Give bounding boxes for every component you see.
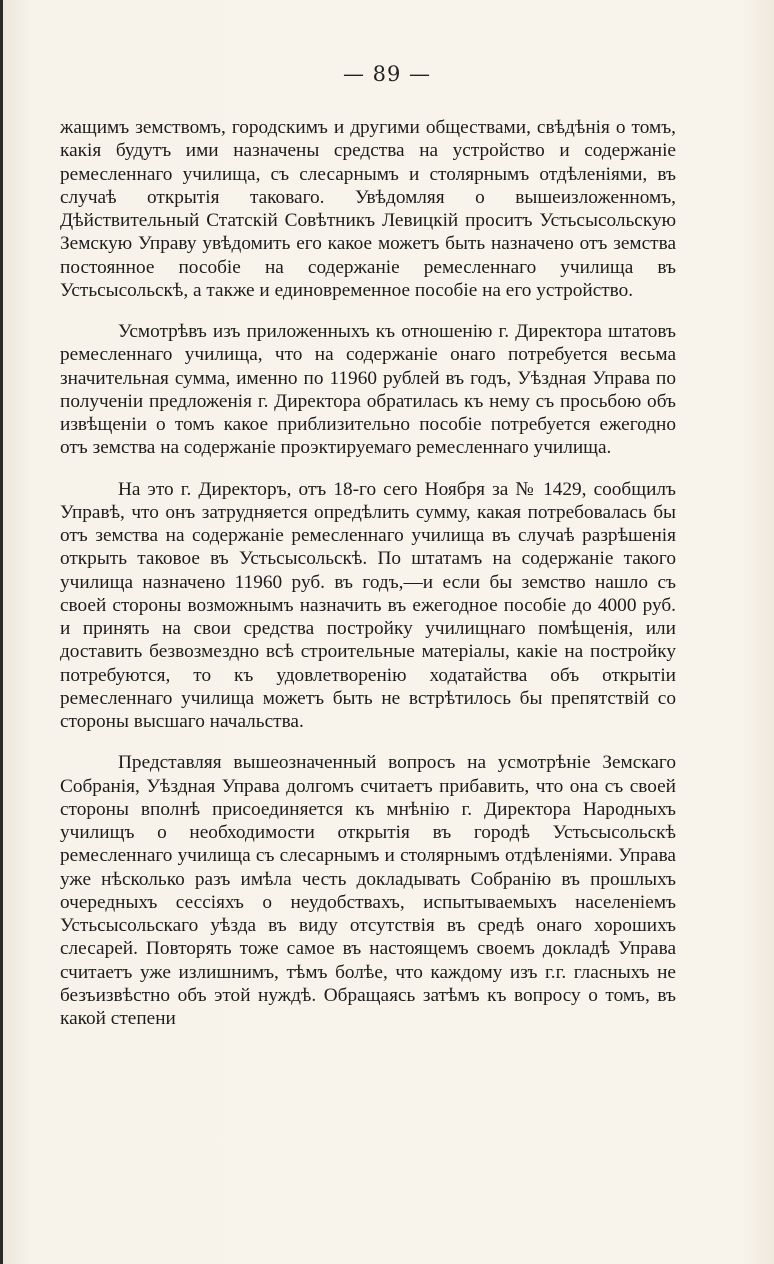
paragraph-4: Представляя вышеозначенный вопросъ на усмотрѣніе Земскаго Собранія, Уѣздная Управа долгомъ считаетъ прибавить, что она съ своей стороны вполнѣ присоединяется къ мнѣнію г. Директора Народныхъ училищъ о необходимости открытія въ городѣ Устьсысольскѣ ремесленнаго училища съ слесарнымъ и столярнымъ отдѣленіями. Управа уже нѣсколько разъ имѣла честь докладывать Собранію въ прошлыхъ очередныхъ сессіяхъ о неудобствахъ, испытываемыхъ населеніемъ Устьсысольскаго уѣзда въ виду отсутствія въ средѣ онаго хорошихъ слесарей. Повторять тоже самое въ настоящемъ своемъ докладѣ Управа считаетъ уже излишнимъ, тѣмъ болѣе, что каждому изъ г.г. гласныхъ не безъизвѣстно объ этой нуждѣ. Обращаясь затѣмъ къ вопросу о томъ, въ какой степени bbox=[60, 752, 676, 1029]
paragraph-1: жащимъ земствомъ, городскимъ и другими обществами, свѣдѣнія о томъ, какія будутъ ими назначены средства на устройство и содержаніе ремесленнаго училища, съ слесарнымъ и столярнымъ отдѣленіями, въ случаѣ открытія таковаго. Увѣдомляя о вышеизложенномъ, Дѣйствительный Статскій Совѣтникъ Левицкій проситъ Устьсысольскую Земскую Управу увѣдомить его какое можетъ быть назначено отъ земства постоянное пособіе на содержаніе ремесленнаго училища въ Устьсысольскѣ, а также и единовременное пособіе на его устройство. bbox=[60, 117, 676, 301]
paragraph-2: Усмотрѣвъ изъ приложенныхъ къ отношенію г. Директора штатовъ ремесленнаго училища, что на содержаніе онаго потребуется весьма значительная сумма, именно по 11960 рублей въ годъ, Уѣздная Управа по полученіи предложенія г. Директора обратилась къ нему съ просьбою объ извѣщеніи о томъ какое приблизительно пособіе потребуется ежегодно отъ земства на содержаніе проэктируемаго ремесленнаго училища. bbox=[60, 321, 676, 459]
paragraph-3: На это г. Директоръ, отъ 18-го сего Ноября за № 1429, сообщилъ Управѣ, что онъ затрудняется опредѣлить сумму, какая потребовалась бы отъ земства на содержаніе ремесленнаго училища въ случаѣ разрѣшенія открыть таковое въ Устьсысольскѣ. По штатамъ на содержаніе такого училища назначено 11960 руб. въ годъ,—и если бы земство нашло съ своей стороны возможнымъ назначить въ ежегодное пособіе до 4000 руб. и принять на свои средства постройку училищнаго помѣщенія, или доставить безвозмездно всѣ строительные матеріалы, какіе на постройку потребуются, то къ удовлетворенію ходатайства объ открытіи ремесленнаго училища можетъ быть не встрѣтилось бы препятствій со стороны высшаго начальства. bbox=[60, 478, 676, 732]
page-binding-edge bbox=[0, 0, 3, 1264]
body-text bbox=[60, 116, 676, 1030]
page-number: — 89 — bbox=[342, 62, 432, 86]
